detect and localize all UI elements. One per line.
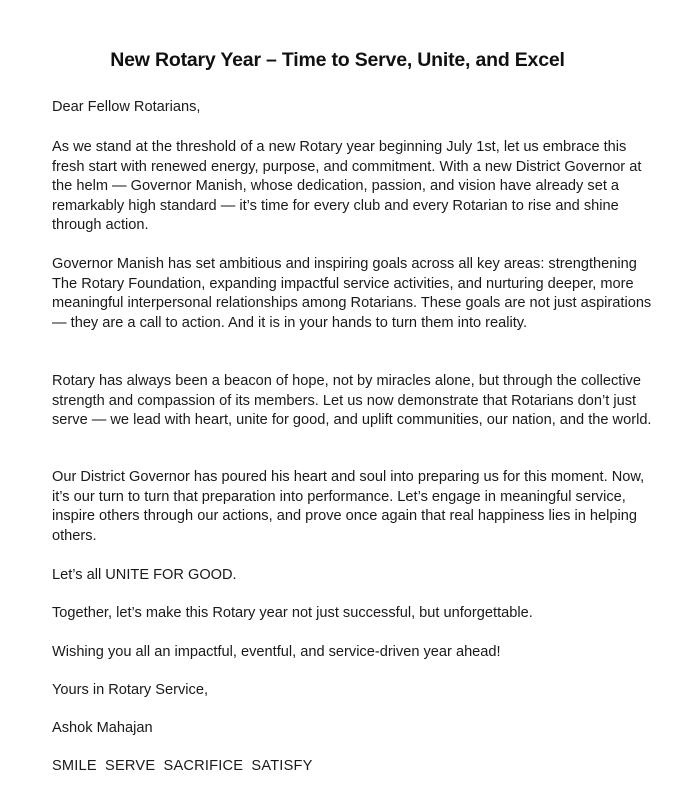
paragraph-2: Governor Manish has set ambitious and inspiring goals across all key areas: strengthening The Rotary Foundation, expanding impactful service activities, and nurturing deeper, more meaningful interpersonal relationships among Rotarians. These goals are not just aspirations — they are a call to action. And it is in your hands to turn them into reality. [52, 256, 652, 331]
salutation: Dear Fellow Rotarians, [52, 99, 201, 115]
paragraph-3: Rotary has always been a beacon of hope, not by miracles alone, but through the collective strength and compassion of its members. Let us now demonstrate that Rotarians don’t just serve — we lead with heart, unite for good, and uplift communities, our nation, and the world. [52, 373, 652, 428]
together-line: Together, let’s make this Rotary year not just successful, but unforgettable. [52, 605, 533, 621]
motto: SMILE SERVE SACRIFICE SATISFY [52, 758, 313, 774]
paragraph-1: As we stand at the threshold of a new Rotary year beginning July 1st, let us embrace this fresh start with renewed energy, purpose, and commitment. With a new District Governor at the helm — Governor Manish, whose dedication, passion, and vision have already set a remarkably high standard — it’s time for every club and every Rotarian to rise and shine through action. [52, 139, 642, 233]
closing: Yours in Rotary Service, [52, 682, 209, 698]
wishing-line: Wishing you all an impactful, eventful, and service-driven year ahead! [52, 644, 501, 660]
letter-title: New Rotary Year – Time to Serve, Unite, and Excel [110, 49, 565, 71]
unite-line: Let’s all UNITE FOR GOOD. [52, 567, 237, 583]
paragraph-4: Our District Governor has poured his heart and soul into preparing us for this moment. Now, it’s our turn to turn that preparation into performance. Let’s engage in meaningful service, inspire others through our actions, and prove once again that real happiness lies in helping others. [52, 469, 645, 544]
signature: Ashok Mahajan [52, 720, 153, 736]
